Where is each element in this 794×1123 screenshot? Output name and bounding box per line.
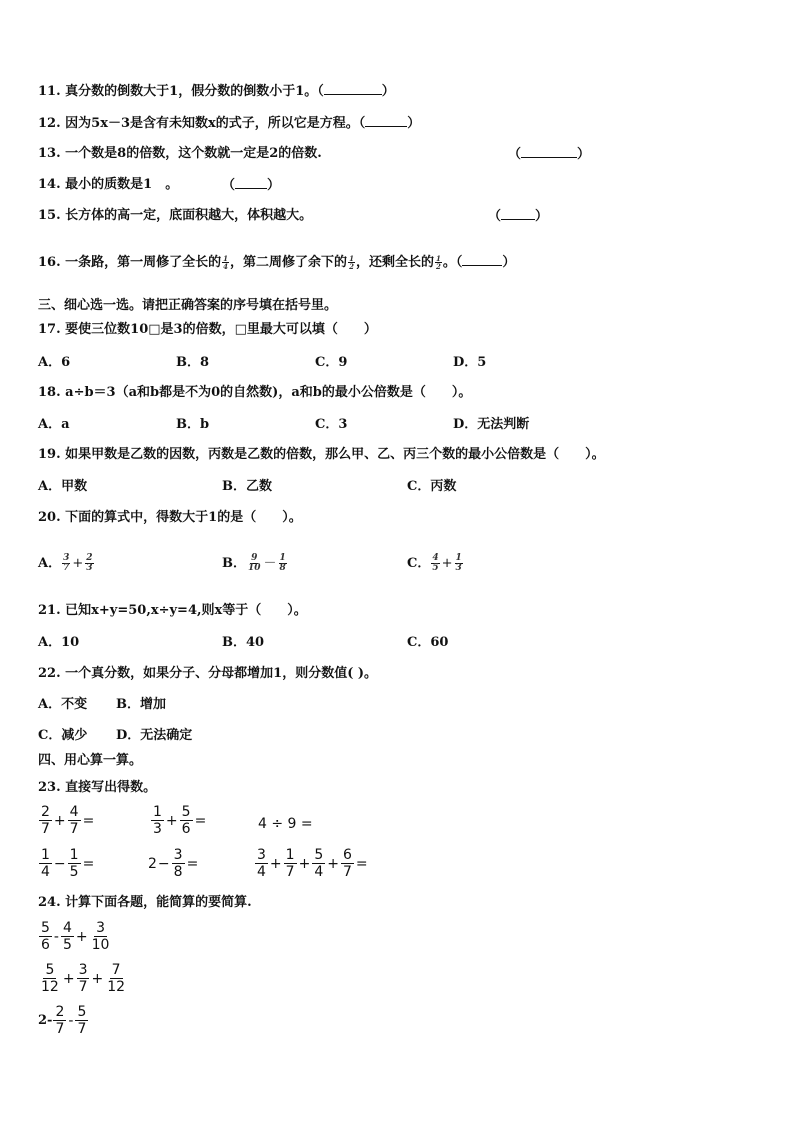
question-11: 11. 真分数的倒数大于1，假分数的倒数小于1。（ ） [38,84,395,99]
answer-blank[interactable] [462,253,502,266]
fraction: $\frac{3}{8}$ [173,847,183,880]
question-19 [38,446,605,464]
question-12: 12. 因为5x－3是含有未知数x的式子，所以它是方程。（ ） [38,116,421,131]
question-text: 要使三位数10□是3的倍数，□里最大可以填（ ） [65,322,377,337]
question-text: 直接写出得数。 [65,780,157,795]
fraction: $\frac{5}{6}$ [41,920,50,953]
fraction: $\frac{2}{7}$ [55,1004,65,1037]
fraction: $\frac{7}{12}$ [107,962,126,995]
fraction: $\frac{9}{10}$ [248,553,261,573]
answer-blank[interactable] [365,114,407,127]
question-18 [38,384,471,402]
question-14-answer: （ ） [222,178,281,193]
question-number: 20. [38,510,61,525]
mental-math-expression-3: 4 ÷ 9 = [258,816,313,832]
question-text: 下面的算式中，得数大于1的是（ ）。 [65,510,302,525]
question-text: 一个真分数，如果分子、分母都增加1，则分数值( )。 [65,666,378,681]
option-b[interactable]: B．乙数 [222,479,272,494]
question-22 [38,665,377,683]
mental-math-expression-1: $\frac{2}{7}$ + $\frac{4}{7}$ = [41,804,95,837]
fraction: $\frac{1}{7}$ [285,847,295,880]
answer-blank[interactable] [324,82,382,95]
section-heading-4: 四、用心算一算。 [38,753,143,768]
option-a[interactable]: A．不变 [38,697,88,712]
option-a[interactable]: A．10 [38,635,80,650]
fraction: $\frac{5}{4}$ [314,847,324,880]
fraction: $\frac{1}{5}$ [69,847,79,880]
fraction: $\frac{3}{4}$ [257,847,266,880]
fraction: $\frac{3}{7}$ [63,553,70,573]
question-13 [38,145,322,163]
question-number: 21. [38,603,61,618]
question-23 [38,779,156,797]
fraction: $\frac{1}{2}$ [349,254,354,271]
question-24 [38,894,252,912]
fraction: $\frac{3}{10}$ [91,920,110,953]
question-number: 22. [38,666,61,681]
question-number: 18. [38,385,61,400]
section-heading-3: 三、细心选一选。请把正确答案的序号填在括号里。 [38,298,338,313]
fraction: $\frac{1}{3}$ [455,553,462,573]
fraction: $\frac{5}{6}$ [181,804,191,837]
question-number: 11. [38,84,61,99]
calc-expression-1: $\frac{5}{6}$ - $\frac{4}{5}$ + $\frac{3}{10}$ [41,920,110,953]
calc-expression-2: $\frac{5}{12}$ + $\frac{3}{7}$ + $\frac{7}{12}$ [41,962,126,995]
option-c[interactable]: C．60 [407,635,449,650]
calc-expression-3: 2- $\frac{2}{7}$ - $\frac{5}{7}$ [38,1004,87,1037]
answer-blank[interactable] [501,207,535,220]
option-a[interactable]: A．a [38,417,70,432]
fraction: $\frac{3}{7}$ [78,962,88,995]
question-text: 一个数是8的倍数，这个数就一定是2的倍数. [65,146,322,161]
question-text: 计算下面各题，能简算的要简算. [65,895,252,910]
fraction: $\frac{1}{8}$ [279,553,286,573]
fraction: $\frac{2}{3}$ [86,553,93,573]
question-13-answer: （ ） [508,147,591,162]
fraction: $\frac{1}{4}$ [223,254,229,271]
question-number: 14. [38,177,61,192]
question-text: 真分数的倒数大于1，假分数的倒数小于1。（ [65,84,324,99]
option-c[interactable]: C．9 [315,355,348,370]
option-c[interactable]: C．3 [315,417,348,432]
fraction: $\frac{4}{5}$ [62,920,72,953]
option-b[interactable]: B．40 [222,635,265,650]
option-d[interactable]: D．5 [453,355,487,370]
option-a[interactable]: A．6 [38,355,71,370]
mental-math-expression-5: 2 − $\frac{3}{8}$ = [148,847,199,880]
question-number: 24. [38,895,61,910]
fraction: $\frac{6}{7}$ [342,847,352,880]
question-text: 如果甲数是乙数的因数，丙数是乙数的倍数，那么甲、乙、丙三个数的最小公倍数是（ ）。 [65,447,605,462]
answer-blank[interactable] [235,176,267,189]
fraction: $\frac{1}{4}$ [41,847,50,880]
fraction: $\frac{1}{2}$ [435,254,441,271]
mental-math-expression-2: $\frac{1}{3}$ + $\frac{5}{6}$ = [153,804,207,837]
fraction: $\frac{4}{7}$ [69,804,79,837]
question-number: 16. [38,255,61,270]
question-number: 12. [38,116,61,131]
question-text: 长方体的高一定，底面积越大，体积越大。 [65,208,313,223]
question-20 [38,509,302,527]
question-number: 13. [38,146,61,161]
question-16: 16. 一条路，第一周修了全长的 $\frac{1}{4}$ ，第二周修了余下的 $\frac{1}{2}$ ，还剩全长的 $\frac{1}{2}$ 。（ ） [38,254,516,271]
question-text: 最小的质数是1 。 [65,177,179,192]
option-c[interactable]: C． $\frac{4}{5}$ + $\frac{1}{3}$ [407,553,462,573]
answer-blank[interactable] [521,145,577,158]
question-21 [38,602,307,620]
fraction: $\frac{2}{7}$ [41,804,50,837]
mental-math-expression-4: $\frac{1}{4}$ − $\frac{1}{5}$ = [41,847,95,880]
fraction: $\frac{5}{12}$ [41,962,59,995]
option-a[interactable]: A． $\frac{3}{7}$ + $\frac{2}{3}$ [38,553,93,573]
option-b[interactable]: B．b [176,417,210,432]
question-number: 15. [38,208,61,223]
option-c[interactable]: C．丙数 [407,479,457,494]
fraction: $\frac{4}{5}$ [432,553,439,573]
question-text: a÷b＝3（a和b都是不为0的自然数)，a和b的最小公倍数是（ ）。 [65,385,472,400]
question-text: 已知x+y=50,x÷y=4,则x等于（ ）。 [65,603,307,618]
question-number: 19. [38,447,61,462]
option-b[interactable]: B． $\frac{9}{10}$ － $\frac{1}{8}$ [222,553,286,573]
fraction: $\frac{1}{3}$ [153,804,162,837]
question-15-answer: （ ） [488,209,549,224]
fraction: $\frac{5}{7}$ [77,1004,87,1037]
option-d[interactable]: D．无法确定 [116,728,193,743]
question-14 [38,176,178,194]
mental-math-expression-6: $\frac{3}{4}$ + $\frac{1}{7}$ + $\frac{5}{4}$ + $\frac{6}{7}$ = [257,847,368,880]
option-b[interactable]: B．8 [176,355,210,370]
option-c[interactable]: C．减少 [38,728,88,743]
option-b[interactable]: B．增加 [116,697,166,712]
question-15 [38,207,312,225]
question-number: 23. [38,780,61,795]
question-text: 因为5x－3是含有未知数x的式子，所以它是方程。（ [65,116,366,131]
option-a[interactable]: A．甲数 [38,479,88,494]
option-d[interactable]: D．无法判断 [453,417,530,432]
question-17 [38,321,377,339]
question-number: 17. [38,322,61,337]
